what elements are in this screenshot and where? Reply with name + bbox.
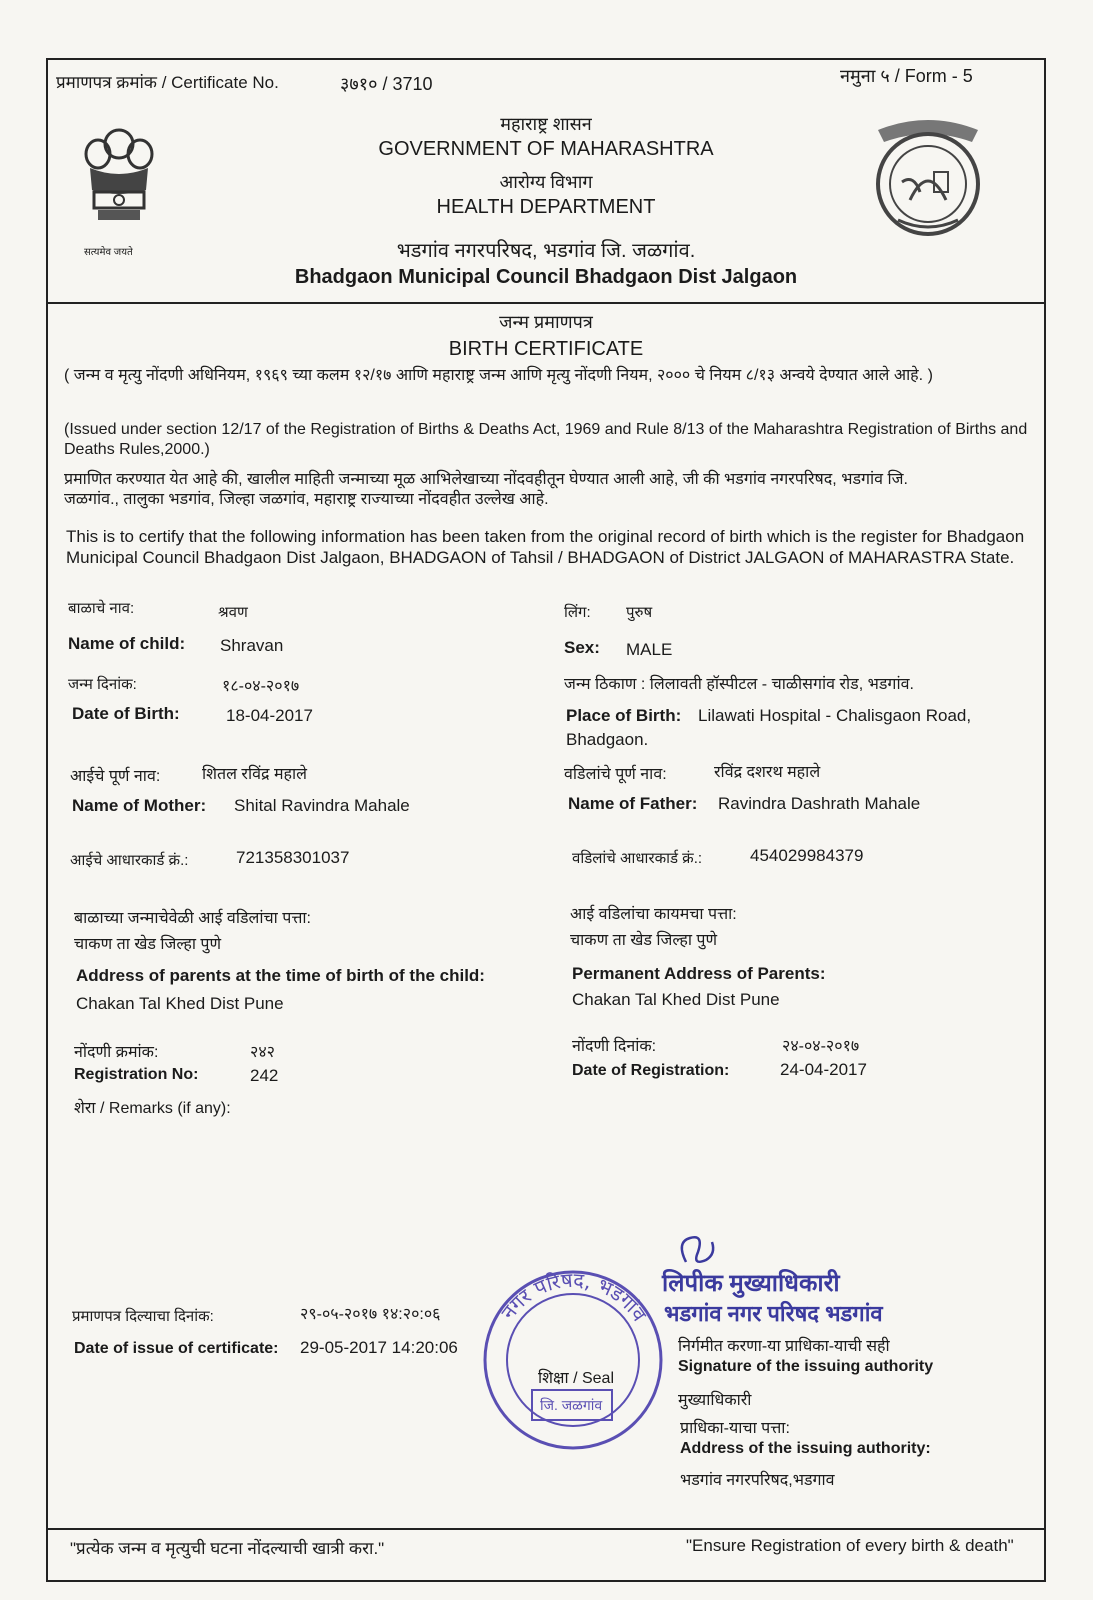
authority-title-mr: मुख्याधिकारी xyxy=(678,1392,752,1409)
sex-value: MALE xyxy=(626,640,673,659)
mother-aadhaar-label: आईचे आधारकार्ड क्रं.: xyxy=(70,852,189,869)
permanent-address-label-mr: आई वडिलांचा कायमचा पत्ता: xyxy=(570,906,737,923)
father-aadhaar-label: वडिलांचे आधारकार्ड क्रं.: xyxy=(572,850,703,867)
certificate-title-english: BIRTH CERTIFICATE xyxy=(448,338,644,360)
emblem-caption: सत्यमेव जयते xyxy=(84,247,133,258)
mother-name-value: Shital Ravindra Mahale xyxy=(234,796,410,815)
certify-statement-marathi: प्रमाणित करण्यात येत आहे की, खालील माहिती जन्माच्या मूळ आभिलेखाच्या नोंदवहीतून घेण्यात आली आहे, जी की भडगांव नगरपरिषद, भडगांव जि. जळगांव., तालुका भडगांव, जिल्हा जळगांव, महाराष्ट्र राज्याच्या नोंदवहीत उल्लेख आहे. xyxy=(64,471,908,508)
dob-value: 18-04-2017 xyxy=(226,706,313,725)
dept-title-marathi: आरोग्य विभाग xyxy=(499,172,593,192)
address-at-birth-label-mr: बाळाच्या जन्माचेवेळी आई वडिलांचा पत्ता: xyxy=(74,910,311,927)
sex-label: Sex: xyxy=(564,638,600,657)
footer-slogan-marathi: "प्रत्येक जन्म व मृत्युची घटना नोंदल्याची खात्री करा." xyxy=(70,1539,385,1558)
mother-name-label-mr: आईचे पूर्ण नाव: xyxy=(70,768,161,785)
footer-divider xyxy=(46,1528,1046,1530)
authority-signature-label: Signature of the issuing authority xyxy=(678,1358,934,1375)
father-aadhaar-value: 454029984379 xyxy=(750,846,864,865)
form-number: नमुना ५ / Form - 5 xyxy=(840,66,973,86)
issue-date-label: Date of issue of certificate: xyxy=(74,1340,279,1357)
child-name-value: Shravan xyxy=(220,636,284,655)
child-name-label-mr: बाळाचे नाव: xyxy=(68,600,135,617)
place-of-birth-value-line1: Lilawati Hospital - Chalisgaon Road, xyxy=(698,706,972,725)
authority-address-value-mr: भडगांव नगरपरिषद,भडगाव xyxy=(680,1472,835,1489)
place-of-birth-value-line2: Bhadgaon. xyxy=(566,730,649,749)
place-of-birth-mr: जन्म ठिकाण : लिलावती हॉस्पीटल - चाळीसगांव रोड, भडगांव. xyxy=(564,676,914,693)
seal-inner-district: जि. जळगांव xyxy=(540,1397,603,1413)
registration-no-value: 242 xyxy=(250,1066,279,1085)
issue-date-value: 29-05-2017 14:20:06 xyxy=(300,1338,458,1357)
dept-title-english: HEALTH DEPARTMENT xyxy=(436,196,656,218)
registration-date-value-mr: २४-०४-२०१७ xyxy=(782,1038,860,1055)
gov-title-marathi: महाराष्ट्र शासन xyxy=(500,114,592,134)
issue-date-value-mr: २९-०५-२०१७ १४:२०:०६ xyxy=(300,1306,441,1323)
certificate-no-value: ३७१० / 3710 xyxy=(340,74,433,94)
council-title-english: Bhadgaon Municipal Council Bhadgaon Dist Jalgaon xyxy=(294,266,798,288)
signature-stamp xyxy=(656,1232,883,1326)
address-at-birth-value-mr: चाकण ता खेड जिल्हा पुणे xyxy=(74,936,222,953)
father-name-label: Name of Father: xyxy=(568,794,698,813)
authority-signature-mr: निर्गमीत करणा-या प्राधिका-याची सही xyxy=(678,1338,890,1355)
seal-inner-label: शिक्षा / Seal xyxy=(538,1370,614,1387)
svg-text:नगर परिषद, भडगांव xyxy=(496,1268,652,1327)
mother-name-value-mr: शितल रविंद्र महाले xyxy=(202,766,308,783)
child-name-value-mr: श्रवण xyxy=(218,604,248,621)
registration-date-value: 24-04-2017 xyxy=(780,1060,867,1079)
certificate-no-label: प्रमाणपत्र क्रमांक / Certificate No. xyxy=(56,73,279,92)
issue-date-label-mr: प्रमाणपत्र दिल्याचा दिनांक: xyxy=(72,1308,214,1325)
authority-address-label: Address of the issuing authority: xyxy=(680,1440,931,1457)
footer-slogan-english: "Ensure Registration of every birth & death" xyxy=(686,1536,1014,1555)
registration-date-label: Date of Registration: xyxy=(572,1062,730,1079)
act-reference-english: (Issued under section 12/17 of the Registration of Births & Deaths Act, 1969 and Rule 8/13 of the Maharashtra Registration of Births and Deaths Rules,2000.) xyxy=(64,421,1028,458)
authority-address-label-mr: प्राधिका-याचा पत्ता: xyxy=(680,1420,790,1437)
dob-label: Date of Birth: xyxy=(72,704,180,723)
stamp-council: भडगांव नगर परिषद भडगांव xyxy=(664,1301,883,1326)
mother-aadhaar-value: 721358301037 xyxy=(236,848,350,867)
address-at-birth-label: Address of parents at the time of birth of the child: xyxy=(76,966,485,985)
father-name-value: Ravindra Dashrath Mahale xyxy=(718,794,921,813)
father-name-value-mr: रविंद्र दशरथ महाले xyxy=(714,764,821,781)
registration-no-label: Registration No: xyxy=(74,1066,199,1083)
place-of-birth-label: Place of Birth: xyxy=(566,706,682,725)
address-at-birth-value: Chakan Tal Khed Dist Pune xyxy=(76,994,284,1013)
gov-title-english: GOVERNMENT OF MAHARASHTRA xyxy=(378,138,714,160)
official-round-seal xyxy=(478,1262,668,1467)
certificate-title-marathi: जन्म प्रमाणपत्र xyxy=(499,312,593,332)
council-title-marathi: भडगांव नगरपरिषद, भडगांव जि. जळगांव. xyxy=(396,240,696,262)
remarks-label: शेरा / Remarks (if any): xyxy=(74,1100,231,1117)
child-name-label: Name of child: xyxy=(68,634,186,653)
seal-ring-text: नगर परिषद, भडगांव xyxy=(495,1267,652,1326)
header-divider xyxy=(46,302,1046,304)
act-reference-marathi: ( जन्म व मृत्यु नोंदणी अधिनियम, १९६९ च्या कलम १२/१७ आणि महाराष्ट्र जन्म आणि मृत्यु नोंदणी नियम, २००० चे नियम ८/१३ अन्वये देण्यात आले आहे. ) xyxy=(64,367,933,384)
registration-date-label-mr: नोंदणी दिनांक: xyxy=(572,1038,657,1055)
stamp-designation: लिपीक मुख्याधिकारी xyxy=(662,1270,840,1297)
dob-value-mr: १८-०४-२०१७ xyxy=(222,678,300,695)
registration-no-value-mr: २४२ xyxy=(250,1044,275,1061)
permanent-address-label: Permanent Address of Parents: xyxy=(572,964,826,983)
registration-no-label-mr: नोंदणी क्रमांक: xyxy=(74,1044,159,1061)
sex-value-mr: पुरुष xyxy=(626,604,653,621)
sex-label-mr: लिंग: xyxy=(564,604,591,621)
certify-statement-english: This is to certify that the following information has been taken from the original record of birth which is the register for Bhadgaon Municipal Council Bhadgaon Dist Jalgaon, BHADGAON of Tahsil / BHADGAON of District JALGAON of MAHARASTRA State. xyxy=(66,527,1025,567)
mother-name-label: Name of Mother: xyxy=(72,796,207,815)
permanent-address-value-mr: चाकण ता खेड जिल्हा पुणे xyxy=(570,932,718,949)
permanent-address-value: Chakan Tal Khed Dist Pune xyxy=(572,990,780,1009)
dob-label-mr: जन्म दिनांक: xyxy=(68,676,137,693)
father-name-label-mr: वडिलांचे पूर्ण नाव: xyxy=(564,766,667,783)
